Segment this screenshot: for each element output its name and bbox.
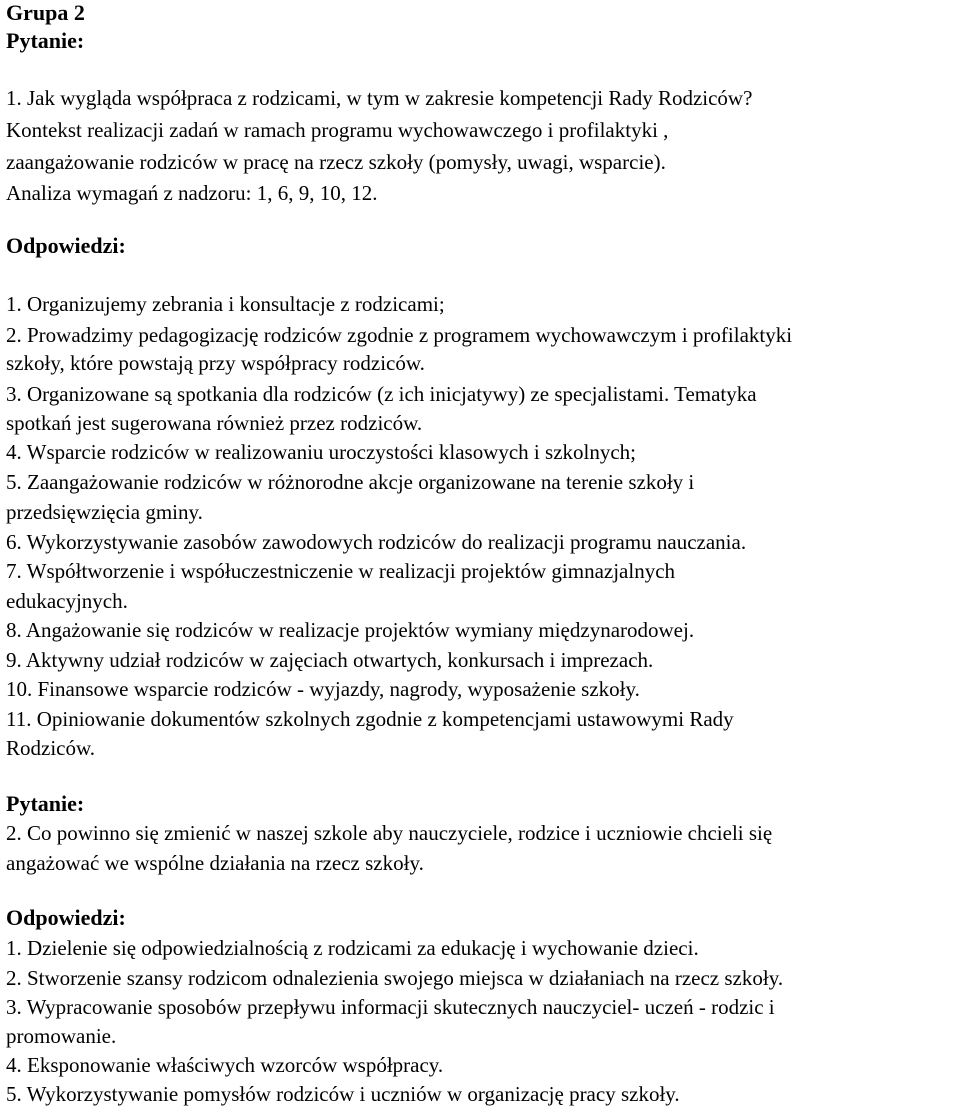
- answer-line: 5. Zaangażowanie rodziców w różnorodne akcje organizowane na terenie szkoły i: [6, 470, 695, 494]
- question-label: Pytanie:: [6, 28, 85, 53]
- question-2-label: Pytanie:: [6, 791, 85, 816]
- answer-line: szkoły, które powstają przy współpracy rodziców.: [6, 351, 425, 375]
- question-line: zaangażowanie rodziców w pracę na rzecz szkoły (pomysły, uwagi, wsparcie).: [6, 150, 666, 174]
- answer-line: 1. Dzielenie się odpowiedzialnością z rodzicami za edukację i wychowanie dzieci.: [6, 936, 699, 960]
- question-line: 2. Co powinno się zmienić w naszej szkole aby nauczyciele, rodzice i uczniowie chcieli się: [6, 821, 773, 845]
- answer-line: 5. Wykorzystywanie pomysłów rodziców i uczniów w organizację pracy szkoły.: [6, 1082, 680, 1106]
- answer-line: 11. Opiniowanie dokumentów szkolnych zgodnie z kompetencjami ustawowymi Rady: [6, 707, 734, 731]
- answer-line: spotkań jest sugerowana również przez rodziców.: [6, 411, 423, 435]
- answer-line: 6. Wykorzystywanie zasobów zawodowych rodziców do realizacji programu nauczania.: [6, 530, 747, 554]
- answer-line: 9. Aktywny udział rodziców w zajęciach otwartych, konkursach i imprezach.: [6, 648, 654, 672]
- answer-line: 8. Angażowanie się rodziców w realizacje projektów wymiany międzynarodowej.: [6, 618, 695, 642]
- answer-line: 3. Wypracowanie sposobów przepływu informacji skutecznych nauczyciel- uczeń - rodzic i: [6, 995, 775, 1019]
- answer-line: Rodziców.: [6, 736, 96, 760]
- question-line: Analiza wymagań z nadzoru: 1, 6, 9, 10, 12.: [6, 181, 378, 205]
- answer-line: 4. Wsparcie rodziców w realizowaniu uroczystości klasowych i szkolnych;: [6, 440, 636, 464]
- answer-line: 4. Eksponowanie właściwych wzorców współpracy.: [6, 1053, 444, 1077]
- answer-line: 10. Finansowe wsparcie rodziców - wyjazdy, nagrody, wyposażenie szkoły.: [6, 677, 640, 701]
- answer-line: 3. Organizowane są spotkania dla rodziców (z ich inicjatywy) ze specjalistami. Tematyka: [6, 382, 757, 406]
- question-line: angażować we wspólne działania na rzecz szkoły.: [6, 851, 424, 875]
- answer-line: edukacyjnych.: [6, 589, 128, 613]
- group-title: Grupa 2: [6, 0, 85, 25]
- answer-line: przedsięwzięcia gminy.: [6, 500, 203, 524]
- question-line: 1. Jak wygląda współpraca z rodzicami, w tym w zakresie kompetencji Rady Rodziców?: [6, 86, 753, 110]
- answer-line: 1. Organizujemy zebrania i konsultacje z rodzicami;: [6, 292, 445, 316]
- answers-label: Odpowiedzi:: [6, 233, 126, 258]
- answers-2-label: Odpowiedzi:: [6, 905, 126, 930]
- answer-line: 2. Stworzenie szansy rodzicom odnalezienia swojego miejsca w działaniach na rzecz szkoły.: [6, 966, 784, 990]
- answer-line: 2. Prowadzimy pedagogizację rodziców zgodnie z programem wychowawczym i profilaktyki: [6, 323, 793, 347]
- answer-line: promowanie.: [6, 1024, 117, 1048]
- answer-line: 7. Współtworzenie i współuczestniczenie w realizacji projektów gimnazjalnych: [6, 559, 676, 583]
- question-line: Kontekst realizacji zadań w ramach programu wychowawczego i profilaktyki ,: [6, 118, 669, 142]
